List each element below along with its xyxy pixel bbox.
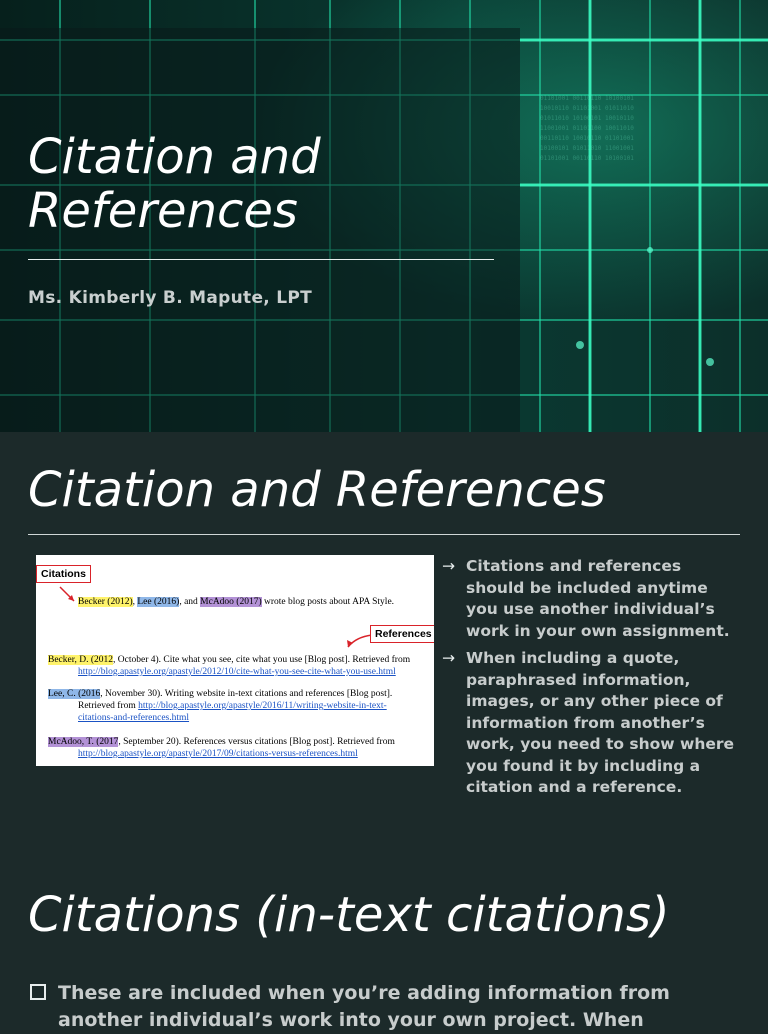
reference-text: , October 4). Cite what you see, cite what you use [Blog post]. Retrieved from [113,655,411,665]
intext-citation-line [78,597,394,607]
svg-text:00110110 10010110 01101001: 00110110 10010110 01101001 [540,135,634,142]
reference-link-line [78,749,358,759]
bullet-list [440,556,740,805]
reference-link[interactable]: http://blog.apastyle.org/apastyle/2016/11/writing-website-in-text- [138,701,387,711]
slide-title: Citation and References [28,462,606,518]
reference-link-line [78,701,387,711]
reference-link-line [78,667,396,677]
intext-sep: , and [179,597,201,607]
title-slide [0,0,768,432]
bullet-text: These are included when you’re adding information from another individual’s work into your own project. When [58,982,670,1031]
reference-entry [48,655,410,665]
svg-text:01011010 10100101 10010110: 01011010 10100101 10010110 [540,115,634,122]
bullet-item [440,556,740,642]
intext-rest: wrote blog posts about APA Style. [261,597,395,607]
author-name: Ms. Kimberly B. Mapute, LPT [28,288,313,308]
intext-lee: Lee (2016) [137,597,180,607]
intext-sep: , [132,597,138,607]
reference-link-line [78,713,189,723]
reference-text: , November 30). Writing website in-text citations and references [Blog post]. [100,689,393,699]
intext-mcadoo: McAdoo (2017) [200,597,262,607]
checkbox-bullet-icon [30,984,46,1000]
svg-text:10010110 01101001 01011010: 10010110 01101001 01011010 [540,105,634,112]
citation-references-slide [0,432,768,864]
svg-text:01101001 00110110 10100101: 01101001 00110110 10100101 [540,95,634,102]
arrow-icon: → [442,649,455,667]
apa-example-figure [36,555,434,766]
reference-link[interactable]: citations-and-references.html [78,713,190,723]
reference-entry [48,689,392,699]
arrow-icon: → [442,557,455,575]
slide-title: Citations (in-text citations) [28,887,670,943]
intext-becker: Becker (2012) [78,597,133,607]
reference-author: McAdoo, T. (2017 [48,737,119,747]
svg-text:11001001 01101100 10011010: 11001001 01101100 10011010 [540,125,634,132]
title-divider [28,259,494,260]
reference-author: Lee, C. (2016 [48,689,101,699]
svg-text:10100101 01011010 11001001: 10100101 01011010 11001001 [540,145,634,152]
reference-text: Retrieved from [78,701,139,711]
citations-label: Citations [36,565,91,583]
reference-link[interactable]: http://blog.apastyle.org/apastyle/2012/10/cite-what-you-see-cite-what-you-use.html [78,667,396,677]
reference-author: Becker, D. (2012 [48,655,114,665]
reference-entry [48,737,395,747]
presentation-title: Citation and References [28,129,321,239]
bullet-text: Citations and references should be included anytime you use another individual’s work in your own assignment. [466,557,730,640]
bullet-item [440,648,740,799]
reference-text: , September 20). References versus citations [Blog post]. Retrieved from [118,737,395,747]
bullet-text: When including a quote, paraphrased information, images, or any other piece of information from another’s work, you need to show where you found it by including a citation and a reference. [466,649,735,796]
reference-link[interactable]: http://blog.apastyle.org/apastyle/2017/09/citations-versus-references.html [78,749,358,759]
title-divider [28,534,740,535]
intext-citations-slide [0,864,768,1031]
svg-text:01101001 00110110 10100101: 01101001 00110110 10100101 [540,155,634,162]
references-label: References [370,625,434,643]
